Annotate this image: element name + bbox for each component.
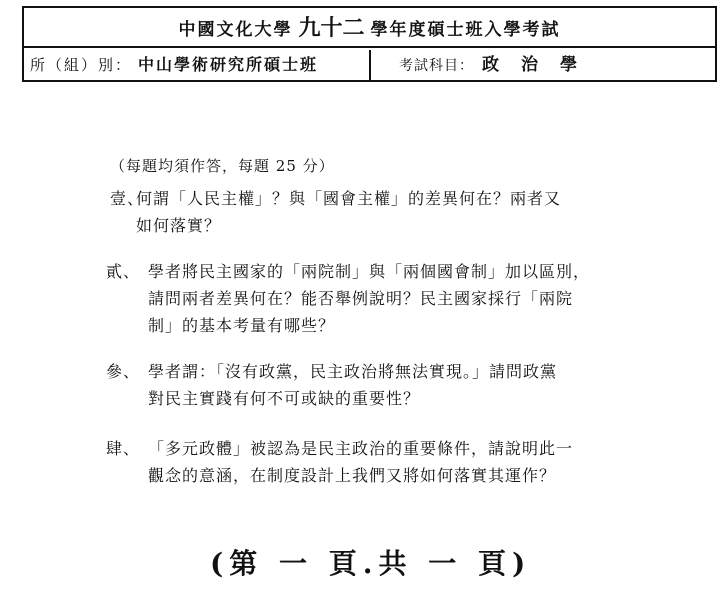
department-value: 中山學術研究所碩士班 (138, 55, 319, 74)
question-3 (106, 358, 626, 418)
question-text: 學者將民主國家的「兩院制」與「兩個國會制」加以區別， 請問兩者差異何在？能否舉例說明？民主國家採行「兩院 制」的基本考量有哪些？ (148, 262, 591, 335)
exam-info-row (24, 48, 715, 82)
page-number: (第 一 頁.共 一 頁) (210, 547, 532, 580)
instructions: （每題均須作答，每題 25 分） (110, 157, 335, 175)
question-text: 學者謂：「沒有政黨，民主政治將無法實現。」請問政黨 對民主實踐有何不可或缺的重要性？ (148, 362, 558, 408)
question-number: 肆、 (106, 439, 141, 458)
question-number: 參、 (106, 362, 141, 381)
exam-title: 學年度碩士班入學考試 (370, 20, 561, 40)
subject-label: 考試科目： (399, 58, 474, 74)
exam-title-row (24, 8, 715, 48)
question-number: 貳、 (106, 262, 141, 281)
question-1 (110, 185, 630, 245)
info-divider (369, 50, 371, 80)
subject-field (399, 48, 599, 83)
department-field (30, 48, 318, 82)
exam-header (22, 6, 717, 82)
question-number: 壹、 (110, 189, 145, 208)
academic-year: 九十二 (298, 15, 365, 41)
department-label: 所（組）別： (30, 56, 133, 74)
question-text: 「多元政體」被認為是民主政治的重要條件，請說明此一 觀念的意涵，在制度設計上我們又將如何落實其運作？ (148, 439, 574, 485)
question-4 (106, 435, 626, 495)
question-2 (106, 258, 626, 348)
question-text: 何謂「人民主權」？與「國會主權」的差異何在？兩者又 如何落實？ (136, 189, 562, 235)
subject-value: 政治學 (482, 55, 599, 75)
university-name: 中國文化大學 (178, 20, 293, 40)
